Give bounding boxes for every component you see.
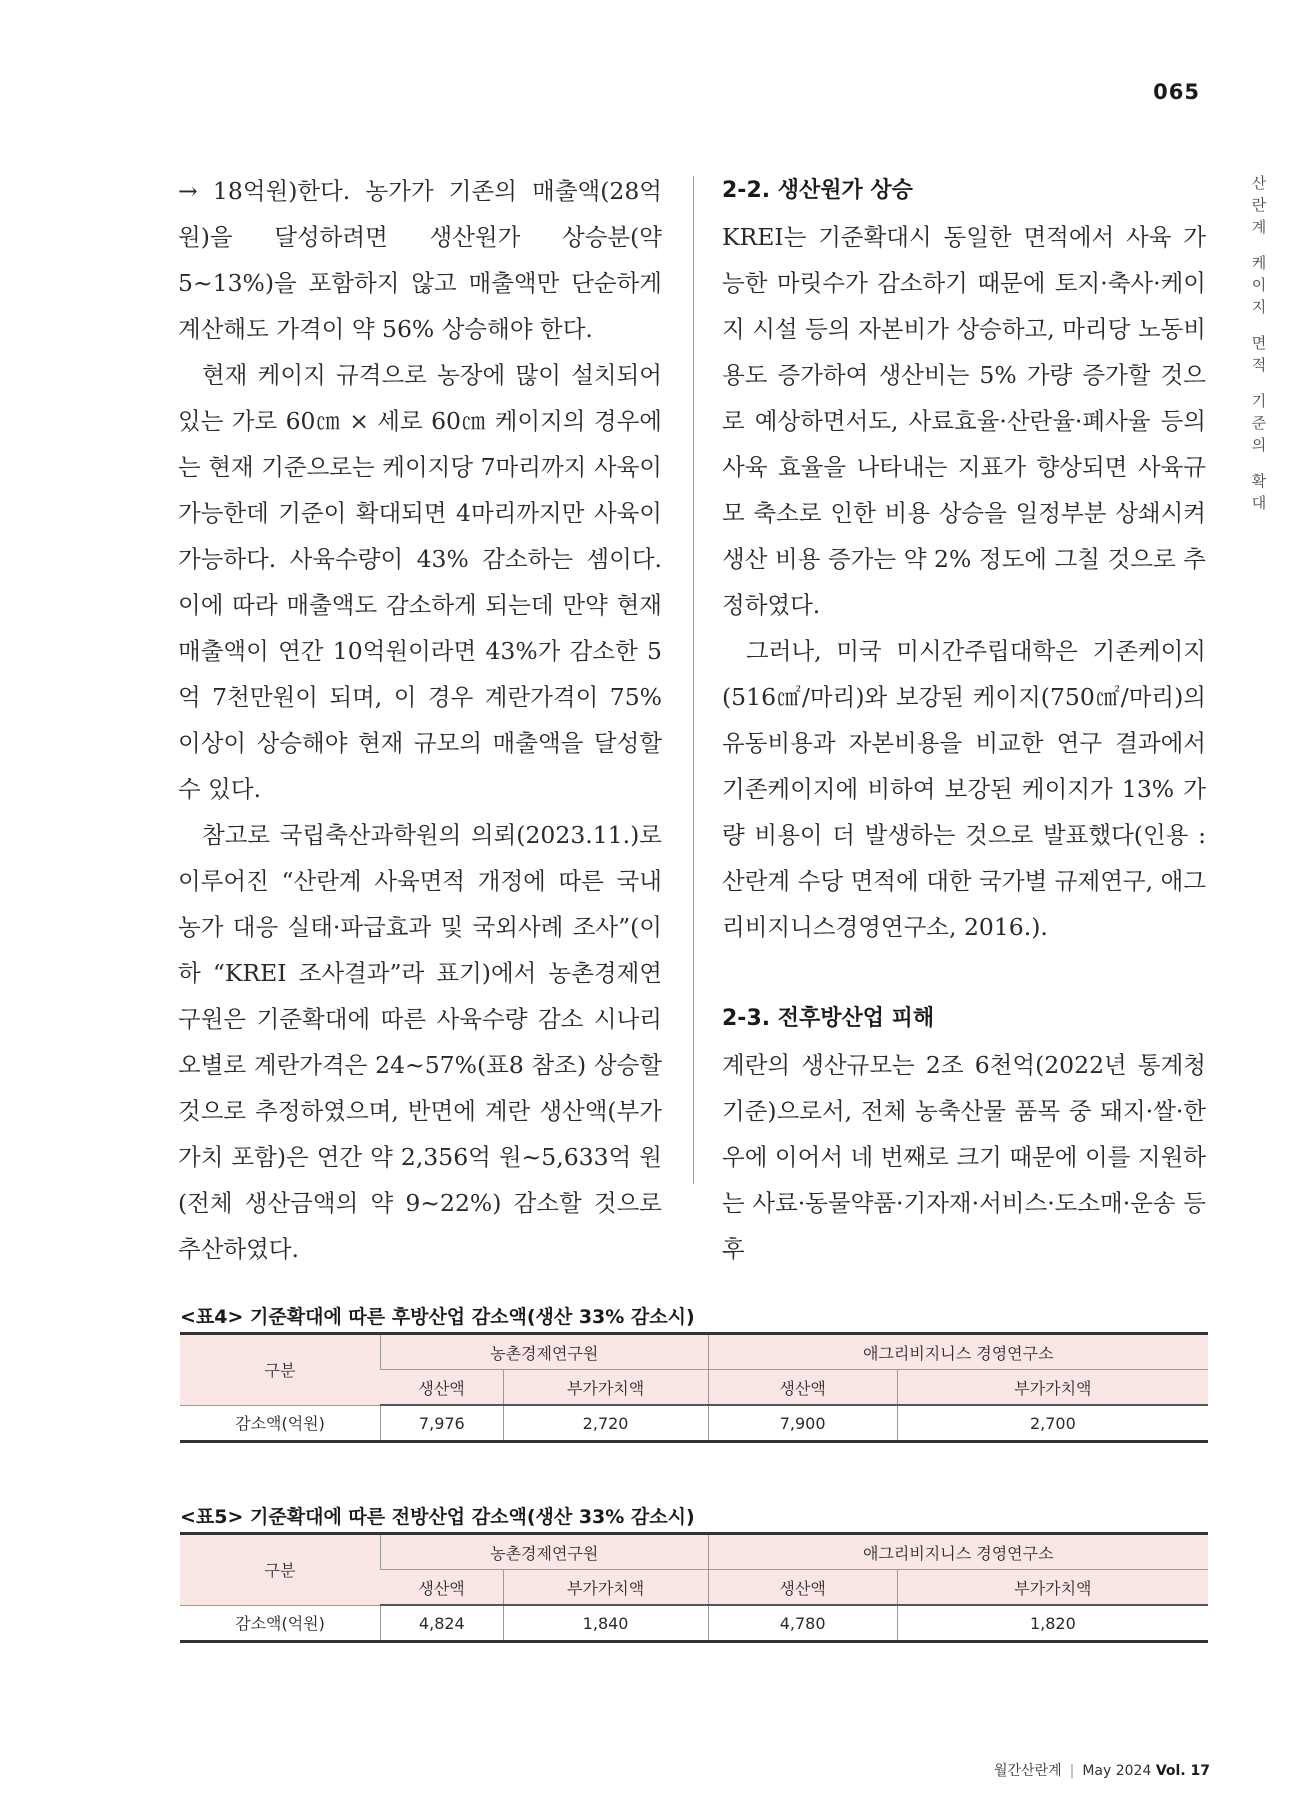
column-divider bbox=[693, 176, 694, 1184]
side-label-char: 기 bbox=[1251, 392, 1267, 410]
left-column bbox=[178, 168, 662, 1272]
volume-number: Vol. 17 bbox=[1155, 1763, 1210, 1779]
side-label-char: 대 bbox=[1251, 494, 1267, 512]
table-header-cell: 구분 bbox=[180, 1334, 381, 1406]
row-label-cell: 감소액(억원) bbox=[180, 1405, 381, 1442]
table-header-cell: 구분 bbox=[180, 1534, 381, 1606]
table-subheader: 부가가치액 bbox=[503, 1370, 708, 1406]
side-label-char: 란 bbox=[1251, 196, 1267, 214]
table-cell: 4,780 bbox=[708, 1605, 897, 1642]
body-paragraph: 계란의 생산규모는 2조 6천억(2022년 통계청 기준)으로서, 전체 농축산물 품목 중 돼지·쌀·한우에 이어서 네 번째로 크기 때문에 이를 지원하는 사료·동물약품·기자재·서비스·도소매·운송 등 후 bbox=[722, 1051, 1206, 1263]
table-subheader: 부가가치액 bbox=[503, 1570, 708, 1606]
side-label-char: 의 bbox=[1251, 436, 1267, 454]
side-label-char: 적 bbox=[1251, 356, 1267, 374]
data-table bbox=[180, 1532, 1208, 1643]
table-group-header: 농촌경제연구원 bbox=[381, 1334, 709, 1370]
body-paragraph: KREI는 기준확대시 동일한 면적에서 사육 가능한 마릿수가 감소하기 때문에 토지·축사·케이지 시설 등의 자본비가 상승하고, 마리당 노동비용도 증가하여 생산비는 5% 가량 증가할 것으로 예상하면서도, 사료효율·산란율·폐사율 등의 사육 효율을 나타내는 지표가 향상되면 사육규모 축소로 인한 비용 상승을 일정부분 상쇄시켜 생산 비용 증가는 약 2% 정도에 그칠 것으로 추정하였다. bbox=[722, 223, 1206, 619]
page-number: 065 bbox=[1153, 80, 1200, 104]
table-group-header: 애그리비지니스 경영연구소 bbox=[708, 1334, 1208, 1370]
body-paragraph: 그러나, 미국 미시간주립대학은 기존케이지(516㎠/마리)와 보강된 케이지(750㎠/마리)의 유동비용과 자본비용을 비교한 연구 결과에서 기존케이지에 비하여 보강된 케이지가 13% 가량 비용이 더 발생하는 것으로 발표했다(인용 : 산란계 수당 면적에 대한 국가별 규제연구, 애그리비지니스경영연구소, 2016.). bbox=[722, 637, 1206, 941]
section-heading: 2-2. 생산원가 상승 bbox=[722, 178, 913, 203]
table-cell: 2,700 bbox=[897, 1405, 1208, 1442]
table-subheader: 부가가치액 bbox=[897, 1370, 1208, 1406]
side-label-char: 지 bbox=[1251, 298, 1267, 316]
table-subheader: 생산액 bbox=[708, 1370, 897, 1406]
table-row bbox=[180, 1605, 1208, 1642]
table-cell: 1,840 bbox=[503, 1605, 708, 1642]
table-subheader: 생산액 bbox=[381, 1370, 504, 1406]
side-label-char: 이 bbox=[1251, 276, 1267, 294]
body-paragraph: → 18억원)한다. 농가가 기존의 매출액(28억원)을 달성하려면 생산원가 상승분(약 5~13%)을 포함하지 않고 매출액만 단순하게 계산해도 가격이 약 56% 상승해야 한다. bbox=[178, 177, 662, 343]
page-footer: 월간산란계 | May 2024 Vol. 17 bbox=[994, 1763, 1210, 1779]
side-label-char: 준 bbox=[1251, 414, 1267, 432]
table-cell: 4,824 bbox=[381, 1605, 504, 1642]
table-subheader: 생산액 bbox=[708, 1570, 897, 1606]
side-label-char: 케 bbox=[1251, 254, 1267, 272]
data-table bbox=[180, 1332, 1208, 1443]
table-cell: 7,976 bbox=[381, 1405, 504, 1442]
side-label-char: 면 bbox=[1251, 334, 1267, 352]
table-caption: <표5> 기준확대에 따른 전방산업 감소액(생산 33% 감소시) bbox=[180, 1506, 695, 1528]
table-subheader: 생산액 bbox=[381, 1570, 504, 1606]
issue-date: May 2024 bbox=[1082, 1763, 1152, 1779]
table-cell: 7,900 bbox=[708, 1405, 897, 1442]
table-group-header: 애그리비지니스 경영연구소 bbox=[708, 1534, 1208, 1570]
row-label-cell: 감소액(억원) bbox=[180, 1605, 381, 1642]
table-group-header: 농촌경제연구원 bbox=[381, 1534, 709, 1570]
table-cell: 1,820 bbox=[897, 1605, 1208, 1642]
table-caption: <표4> 기준확대에 따른 후방산업 감소액(생산 33% 감소시) bbox=[180, 1306, 695, 1328]
right-column bbox=[722, 168, 1206, 1272]
side-section-label bbox=[1248, 172, 1270, 514]
table-row bbox=[180, 1405, 1208, 1442]
table-subheader: 부가가치액 bbox=[897, 1570, 1208, 1606]
magazine-name: 월간산란계 bbox=[994, 1763, 1062, 1779]
table-cell: 2,720 bbox=[503, 1405, 708, 1442]
body-paragraph: 현재 케이지 규격으로 농장에 많이 설치되어 있는 가로 60㎝ × 세로 60㎝ 케이지의 경우에는 현재 기준으로는 케이지당 7마리까지 사육이 가능한데 기준이 확대되면 4마리까지만 사육이 가능하다. 사육수량이 43% 감소하는 셈이다. 이에 따라 매출액도 감소하게 되는데 만약 현재 매출액이 연간 10억원이라면 43%가 감소한 5억 7천만원이 되며, 이 경우 계란가격이 75% 이상이 상승해야 현재 규모의 매출액을 달성할 수 있다. bbox=[178, 361, 662, 803]
side-label-char: 산 bbox=[1251, 174, 1267, 192]
side-label-char: 확 bbox=[1251, 472, 1267, 490]
side-label-char: 계 bbox=[1251, 218, 1267, 236]
section-heading: 2-3. 전후방산업 피해 bbox=[722, 1006, 935, 1031]
body-paragraph: 참고로 국립축산과학원의 의뢰(2023.11.)로 이루어진 “산란계 사육면적 개정에 따른 국내 농가 대응 실태·파급효과 및 국외사례 조사”(이하 “KREI 조사결과”라 표기)에서 농촌경제연구원은 기준확대에 따른 사육수량 감소 시나리오별로 계란가격은 24~57%(표8 참조) 상승할 것으로 추정하였으며, 반면에 계란 생산액(부가가치 포함)은 연간 약 2,356억 원~5,633억 원(전체 생산금액의 약 9~22%) 감소할 것으로 추산하였다. bbox=[178, 821, 662, 1263]
